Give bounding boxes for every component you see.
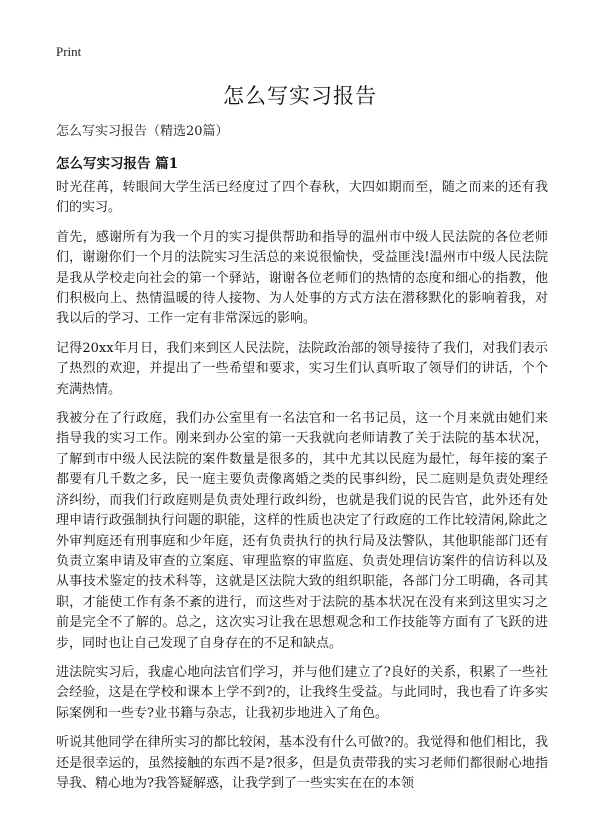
paragraph: 进法院实习后，我虚心地向法官们学习，并与他们建立了?良好的关系，积累了一些社会经验，这是在学校和课本上学不到?的，让我终生受益。与此同时，我也看了许多实际案例和一些专?业书籍与杂志，让我初步地进入了角色。 [56, 664, 548, 721]
paragraph: 我被分在了行政庭，我们办公室里有一名法官和一名书记员，这一个月来就由她们来指导我的实习工作。刚来到办公室的第一天我就向老师请教了关于法院的基本状况，了解到市中级人民法院的案件数量是很多的，其中尤其以民庭为最忙，每年接的案子都要有几千数之多，民一庭主要负责像离婚之类的民事纠纷，民二庭则是负责处理经济纠纷，而我们行政庭则是负责处理行政纠纷，也就是我们说的民告官，此外还有处理申请行政强制执行问题的职能，这样的性质也决定了行政庭的工作比较清闲,除此之外审判庭还有刑事庭和少年庭，还有负责执行的执行局及法警队，其他职能部门还有负责立案申请及审查的立案庭、审理监察的审监庭、负责处理信访案件的信访科以及从事技术鉴定的技术科等，这就是区法院大致的组织职能，各部门分工明确，各司其职，才能使工作有条不紊的进行，而这些对于法院的基本状况在没有来到这里实习之前是完全不了解的。总之，这次实习让我在思想观念和工作技能等方面有了飞跃的进步，同时也让自己发现了自身存在的不足和缺点。 [56, 411, 548, 651]
paragraph: 首先，感谢所有为我一个月的实习提供帮助和指导的温州市中级人民法院的各位老师们，谢谢你们一个月的法院实习生活总的来说很愉快，受益匪浅!温州市中级人民法院是我从学校走向社会的第一个驿站，谢谢各位老师们的热情的态度和细心的指教，他们积极向上、热情温暖的待人接物、为人处事的方式方法在潜移默化的影响着我，对我以后的学习、工作一定有非常深远的影响。 [56, 229, 548, 327]
section-heading: 怎么写实习报告 篇1 [56, 156, 179, 172]
document-subtitle: 怎么写实习报告（精选20篇） [56, 124, 229, 139]
paragraph: 时光荏苒，转眼间大学生活已经度过了四个春秋，大四如期而至，随之而来的还有我们的实习。 [56, 180, 548, 216]
paragraph: 听说其他同学在律所实习的都比较闲，基本没有什么可做?的。我觉得和他们相比，我还是很幸运的，虽然接触的东西不是?很多，但是负责带我的实习老师们都很耐心地指导我、精心地为?我答疑解惑，让我学到了一些实实在在的本领 [56, 735, 548, 791]
print-link[interactable]: Print [56, 44, 82, 59]
document-body [56, 178, 548, 803]
paragraph: 记得20xx年月日，我们来到区人民法院，法院政治部的领导接待了我们，对我们表示了热烈的欢迎，并提出了一些希望和要求，实习生们认真听取了领导们的讲话，个个充满热情。 [56, 340, 548, 397]
document-title: 怎么写实习报告 [223, 84, 377, 108]
